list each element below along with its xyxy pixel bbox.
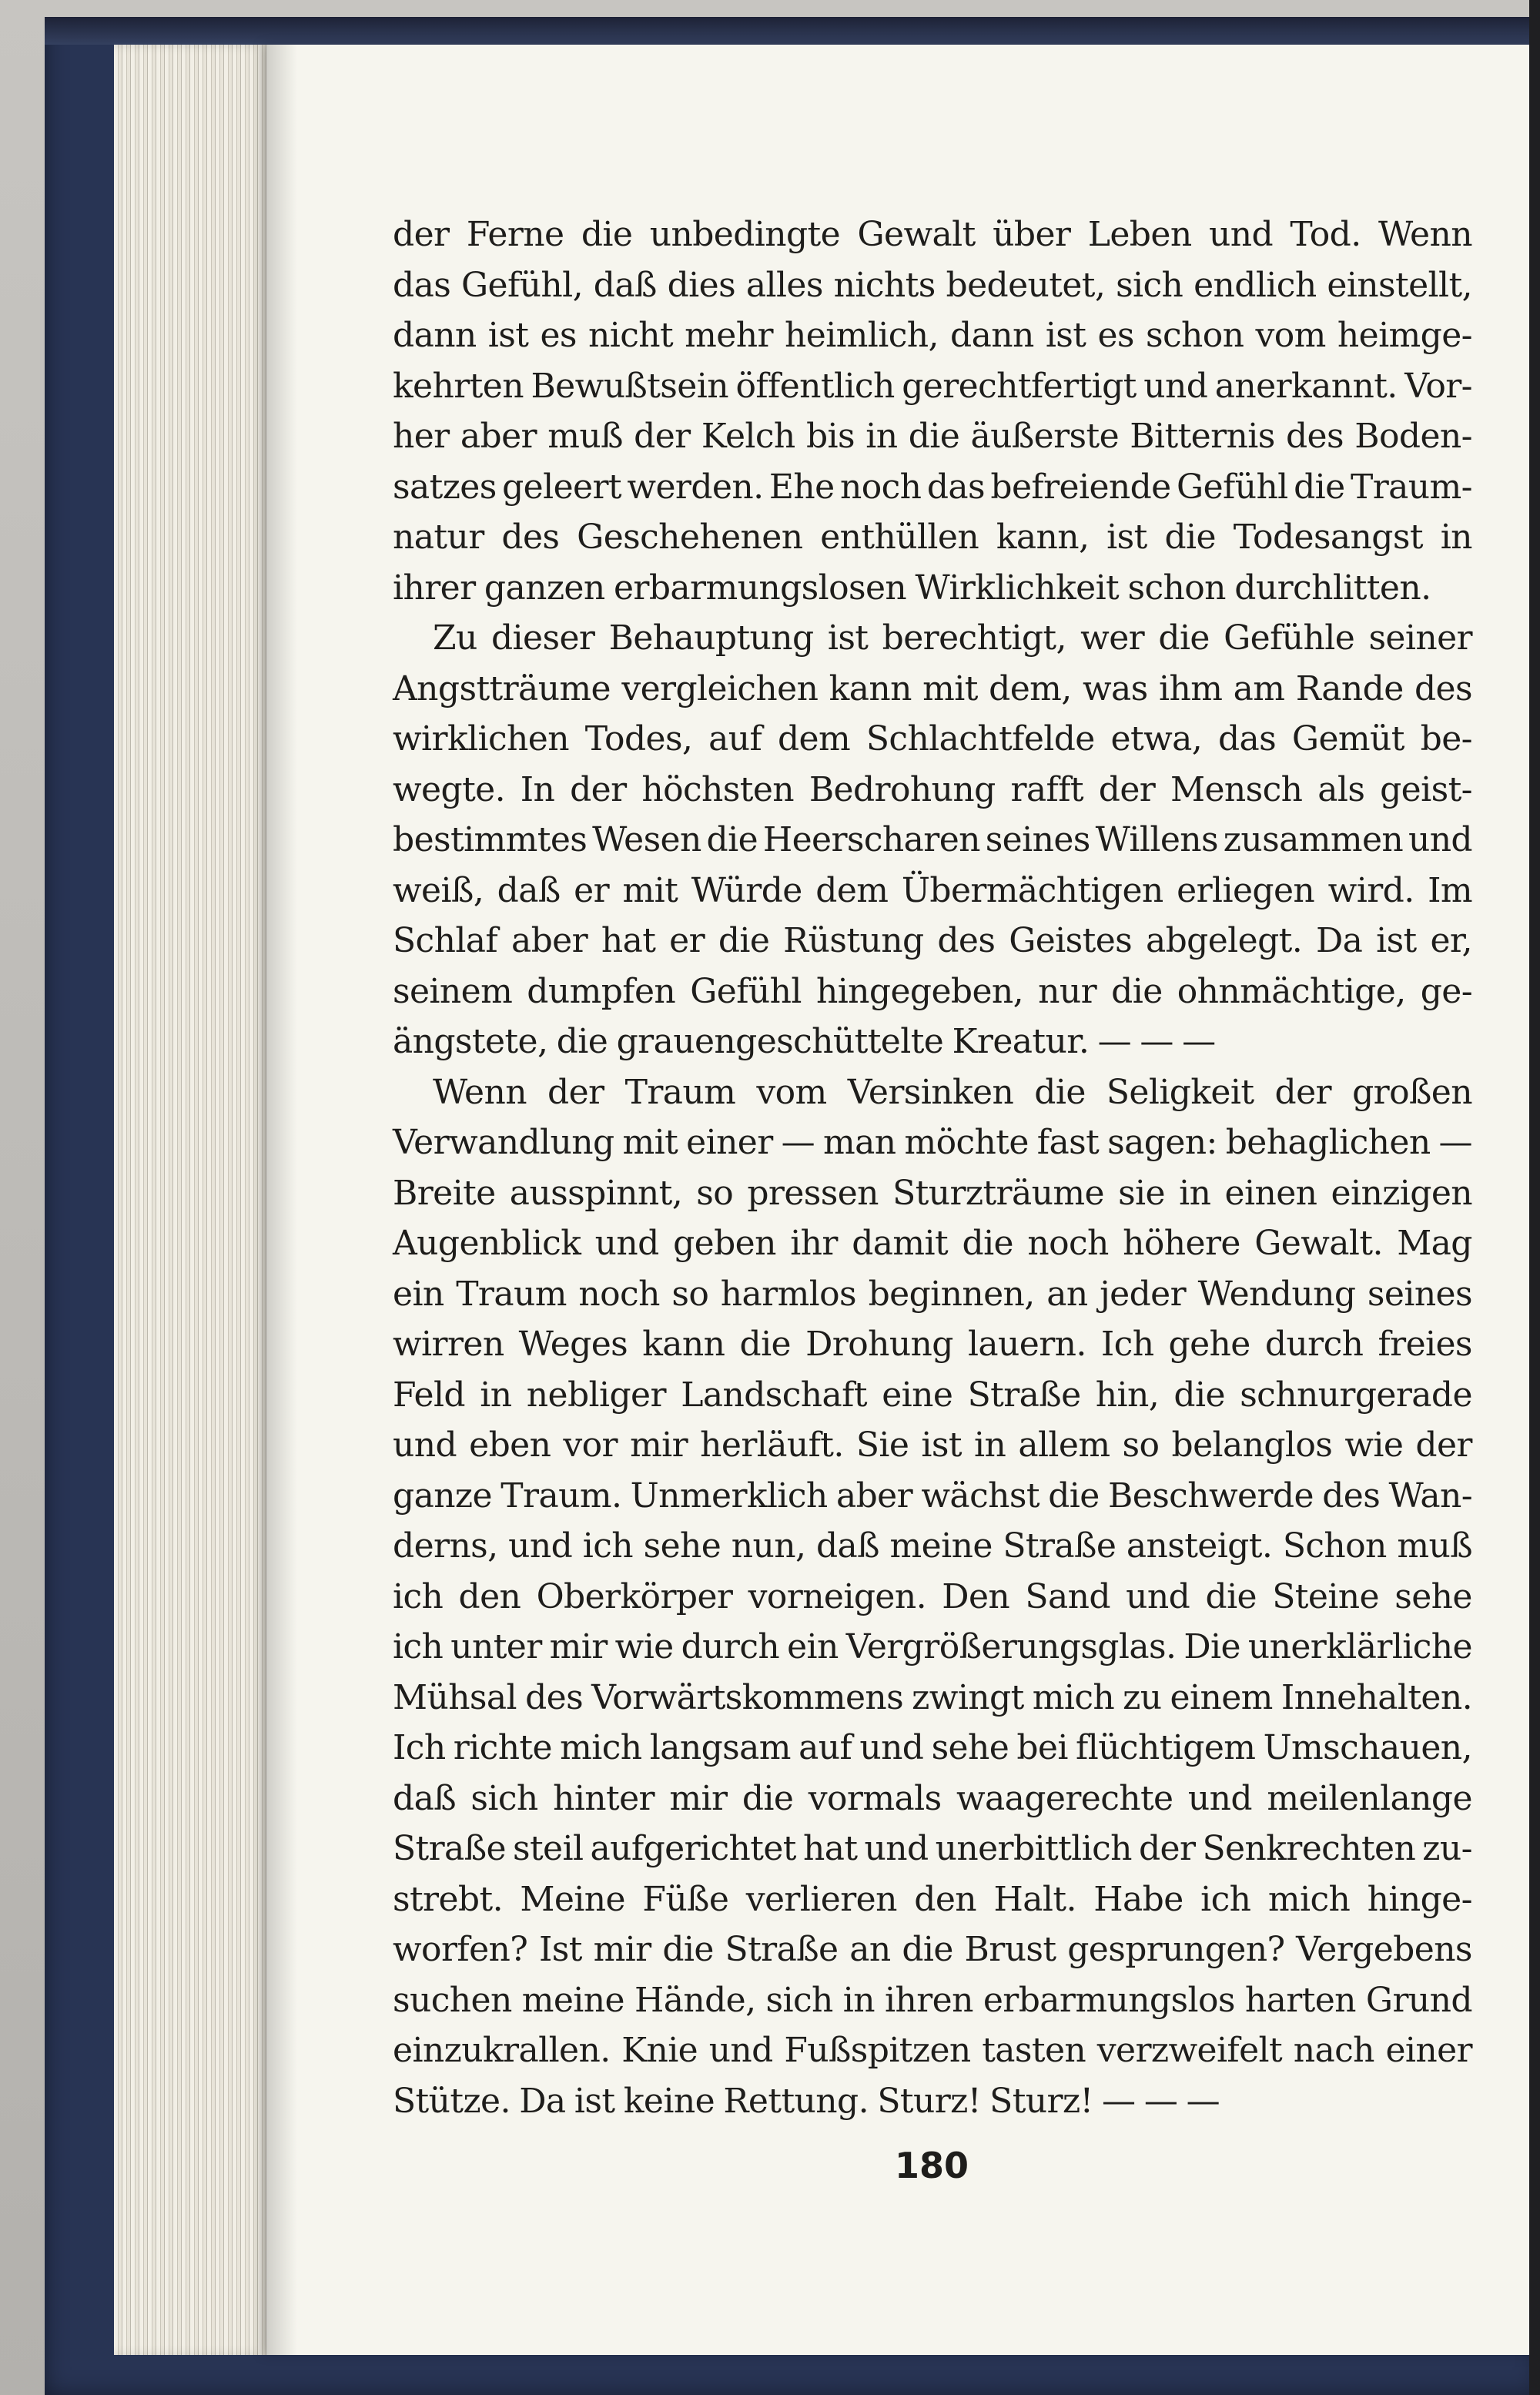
text-line: seinem dumpfen Gefühl hingegeben, nur die ohnmächtige, ge-: [393, 971, 1472, 1011]
text-line: Stütze. Da ist keine Rettung. Sturz! Sturz! — — —: [393, 2081, 1220, 2121]
text-line: bestimmtes Wesen die Heerscharen seines Willens zusammen und: [393, 820, 1472, 859]
text-line: wirren Weges kann die Drohung lauern. Ich gehe durch freies: [393, 1325, 1472, 1364]
text-line: Feld in nebliger Landschaft eine Straße hin, die schnurgerade: [393, 1375, 1472, 1415]
text-line: daß sich hinter mir die vormals waagerechte und meilenlange: [393, 1778, 1472, 1818]
text-line: satzes geleert werden. Ehe noch das befreiende Gefühl die Traum-: [393, 467, 1472, 507]
text-line: Augenblick und geben ihr damit die noch höhere Gewalt. Mag: [393, 1224, 1472, 1263]
gutter-shadow: [266, 45, 297, 2355]
text-line: strebt. Meine Füße verlieren den Halt. Habe ich mich hinge-: [393, 1879, 1472, 1919]
text-line: weiß, daß er mit Würde dem Übermächtigen erliegen wird. Im: [393, 870, 1472, 910]
text-line: ein Traum noch so harmlos beginnen, an jeder Wendung seines: [393, 1274, 1472, 1314]
text-line: der Ferne die unbedingte Gewalt über Leben und Tod. Wenn: [393, 215, 1472, 254]
text-line: Ich richte mich langsam auf und sehe bei flüchtigem Umschauen,: [393, 1728, 1472, 1767]
text-line: worfen? Ist mir die Straße an die Brust gesprungen? Vergebens: [393, 1930, 1472, 1969]
text-line: her aber muß der Kelch bis in die äußerste Bitternis des Boden-: [393, 417, 1472, 456]
text-line: Breite ausspinnt, so pressen Sturzträume sie in einen einzigen: [393, 1173, 1472, 1213]
text-line: ich den Oberkörper vorneigen. Den Sand und die Steine sehe: [393, 1576, 1472, 1616]
text-line: Verwandlung mit einer — man möchte fast sagen: behaglichen —: [393, 1123, 1472, 1162]
text-line: natur des Geschehenen enthüllen kann, ist die Todesangst in: [393, 518, 1472, 557]
text-line: Schlaf aber hat er die Rüstung des Geistes abgelegt. Da ist er,: [393, 921, 1472, 960]
body-text: [393, 209, 1472, 2126]
book-cover-top-edge: [45, 17, 1540, 45]
paragraph-start-line: Wenn der Traum vom Versinken die Seligkeit der großen: [433, 1072, 1472, 1112]
text-line: Angstträume vergleichen kann mit dem, was ihm am Rande des: [393, 668, 1472, 708]
text-line: ihrer ganzen erbarmungslosen Wirklichkeit schon durchlitten.: [393, 568, 1431, 608]
text-line: das Gefühl, daß dies alles nichts bedeutet, sich endlich einstellt,: [393, 265, 1472, 305]
text-line: suchen meine Hände, sich in ihren erbarmungslos harten Grund: [393, 1980, 1472, 2020]
scanner-edge: [1529, 0, 1540, 2395]
paragraph-start-line: Zu dieser Behauptung ist berechtigt, wer die Gefühle seiner: [433, 618, 1472, 658]
text-line: dann ist es nicht mehr heimlich, dann ist es schon vom heimge-: [393, 316, 1472, 355]
text-line: kehrten Bewußtsein öffentlich gerechtfertigt und anerkannt. Vor-: [393, 366, 1472, 406]
text-line: wirklichen Todes, auf dem Schlachtfelde etwa, das Gemüt be-: [393, 719, 1472, 759]
text-line: derns, und ich sehe nun, daß meine Straße ansteigt. Schon muß: [393, 1526, 1472, 1566]
text-line: ich unter mir wie durch ein Vergrößerungsglas. Die unerklärliche: [393, 1627, 1472, 1666]
text-line: einzukrallen. Knie und Fußspitzen tasten verzweifelt nach einer: [393, 2031, 1472, 2070]
text-line: ganze Traum. Unmerklich aber wächst die Beschwerde des Wan-: [393, 1476, 1472, 1516]
text-line: Mühsal des Vorwärtskommens zwingt mich zu einem Innehalten.: [393, 1677, 1472, 1717]
text-line: wegte. In der höchsten Bedrohung rafft der Mensch als geist-: [393, 769, 1472, 809]
text-line: ängstete, die grauengeschüttelte Kreatur. — — —: [393, 1022, 1216, 1061]
page-edges: [114, 45, 268, 2355]
text-line: Straße steil aufgerichtet hat und unerbittlich der Senkrechten zu-: [393, 1829, 1472, 1868]
page-number: 180: [894, 2145, 969, 2186]
text-line: und eben vor mir herläuft. Sie ist in allem so belanglos wie der: [393, 1425, 1472, 1465]
